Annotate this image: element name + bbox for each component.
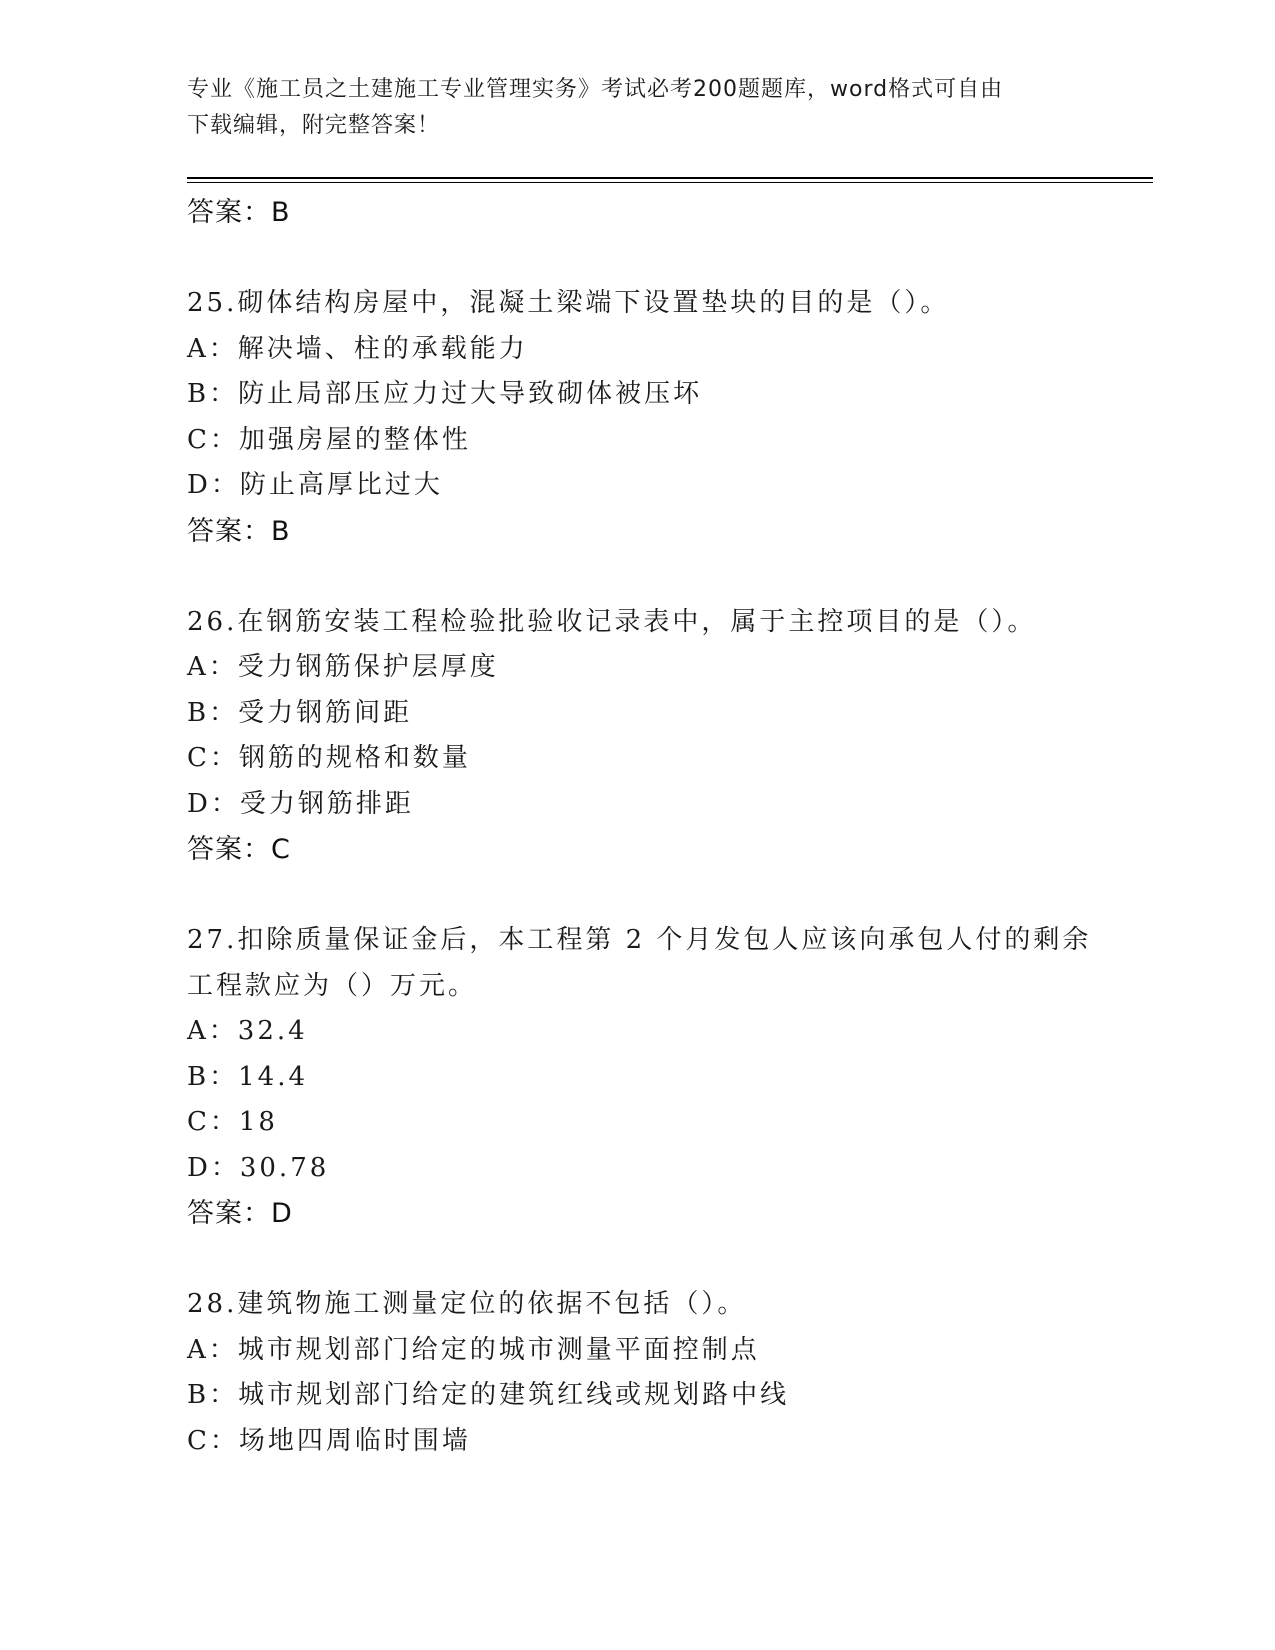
option-a: A：32.4 xyxy=(187,1016,308,1046)
answer-line: 答案：D xyxy=(187,1198,293,1229)
answer-line: 答案：B xyxy=(187,515,291,547)
question-stem-line-2: 工程款应为（）万元。 xyxy=(187,970,478,1001)
question-stem: 25.砌体结构房屋中，混凝土梁端下设置垫块的目的是（）。 xyxy=(187,288,950,318)
option-b: B：防止局部压应力过大导致砌体被压坏 xyxy=(187,379,703,409)
spacer xyxy=(187,1237,1147,1283)
header-rule-thin xyxy=(187,182,1153,183)
option-c: C：钢筋的规格和数量 xyxy=(187,743,471,773)
option-a: A：城市规划部门给定的城市测量平面控制点 xyxy=(187,1334,760,1365)
option-c: C：18 xyxy=(187,1107,278,1137)
question-26 xyxy=(187,600,1147,873)
option-d: D：30.78 xyxy=(187,1152,330,1183)
option-b: B：受力钢筋间距 xyxy=(187,697,413,728)
header-rule-thick xyxy=(187,177,1153,179)
question-stem: 26.在钢筋安装工程检验批验收记录表中，属于主控项目的是（）。 xyxy=(187,606,1037,637)
answer-line: 答案：B xyxy=(187,197,291,228)
answer-line: 答案：C xyxy=(187,834,291,865)
header-line-2: 下载编辑，附完整答案！ xyxy=(187,113,441,138)
spacer xyxy=(187,554,1147,600)
option-a: A：受力钢筋保护层厚度 xyxy=(187,652,499,682)
question-27 xyxy=(187,918,1147,1237)
option-c: C：加强房屋的整体性 xyxy=(187,424,471,455)
option-b: B：14.4 xyxy=(187,1061,308,1092)
option-a: A：解决墙、柱的承载能力 xyxy=(187,333,528,364)
question-25 xyxy=(187,281,1147,554)
question-28 xyxy=(187,1282,1147,1464)
question-stem-line-1: 27.扣除质量保证金后，本工程第 2 个月发包人应该向承包人付的剩余 xyxy=(187,925,1092,955)
spacer xyxy=(187,236,1147,282)
option-d: D：受力钢筋排距 xyxy=(187,788,414,819)
spacer xyxy=(187,873,1147,919)
document-header xyxy=(187,72,1077,144)
option-c: C：场地四周临时围墙 xyxy=(187,1425,471,1456)
header-line-1: 专业《施工员之土建施工专业管理实务》考试必考200题题库，word格式可自由 xyxy=(187,77,1004,102)
question-stem: 28.建筑物施工测量定位的依据不包括（）。 xyxy=(187,1289,747,1319)
option-b: B：城市规划部门给定的建筑红线或规划路中线 xyxy=(187,1380,790,1410)
question-list xyxy=(187,190,1147,1464)
option-d: D：防止高厚比过大 xyxy=(187,470,443,500)
